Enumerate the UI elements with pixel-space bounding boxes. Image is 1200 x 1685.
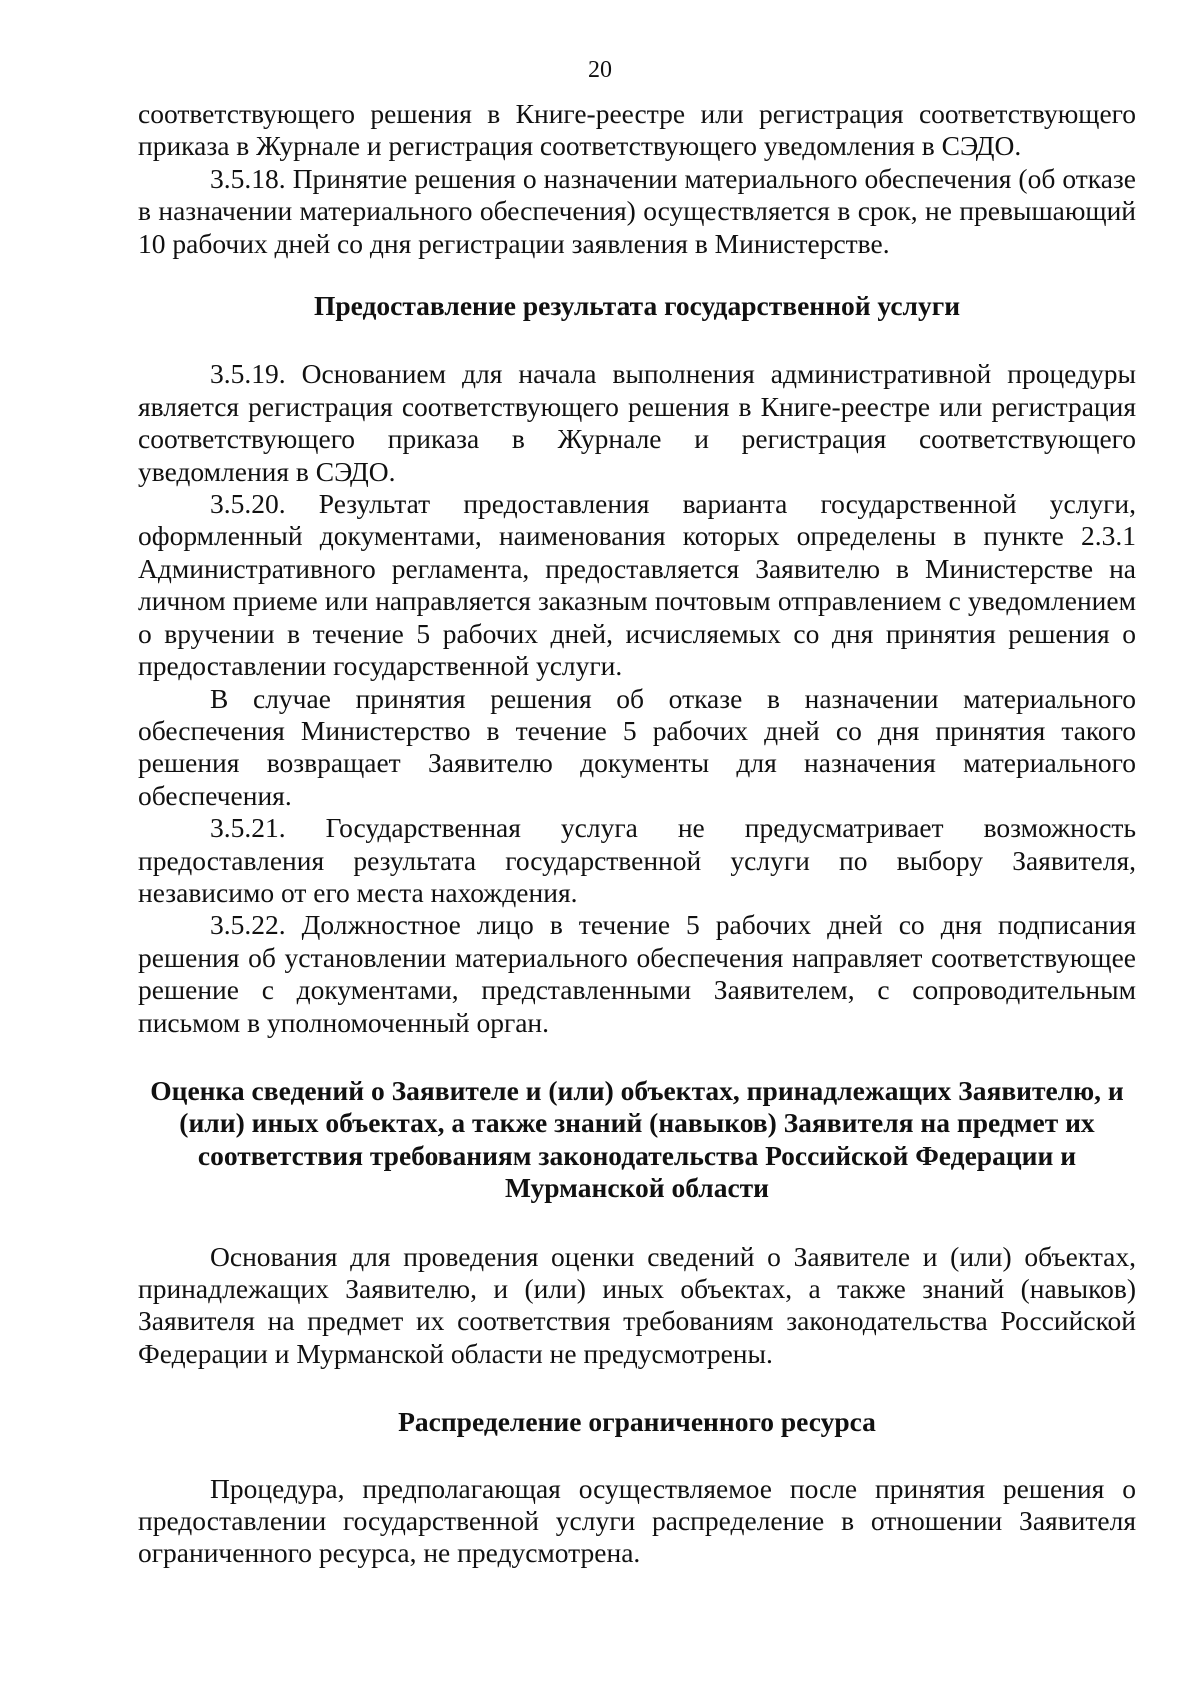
page-number: 20 [588, 57, 612, 83]
document-body [138, 98, 1136, 1570]
paragraph-continuation: соответствующего решения в Книге-реестре или регистрация соответствующего приказа в Журнале и регистрация соответствующего уведомления в СЭДО. [138, 98, 1136, 162]
paragraph-3-5-18: 3.5.18. Принятие решения о назначении материального обеспечения (об отказе в назначении материального обеспечения) осуществляется в срок, не превышающий 10 рабочих дней со дня регистрации заявления в Министерстве. [138, 162, 1136, 259]
paragraph-3-5-22: 3.5.22. Должностное лицо в течение 5 рабочих дней со дня подписания решения об установлении материального обеспечения направляет соответствующее решение с документами, представленными Заявителем, с сопроводительным письмом в уполномоченный орган. [138, 909, 1136, 1038]
section-heading-result: Предоставление результата государственной услуги [313, 290, 961, 322]
paragraph-3-5-20: 3.5.20. Результат предоставления варианта государственной услуги, оформленный документами, наименования которых определены в пункте 2.3.1 Административного регламента, предоставляется Заявителю в Министерстве на личном приеме или направляется заказным почтовым отправлением с уведомлением о вручении в течение 5 рабочих дней, исчисляемых со дня принятия решения о предоставлении государственной услуги. [138, 488, 1136, 682]
paragraph-3-5-21: 3.5.21. Государственная услуга не предусматривает возможность предоставления результата государственной услуги по выбору Заявителя, независимо от его места нахождения. [138, 812, 1136, 908]
paragraph-refusal-case: В случае принятия решения об отказе в назначении материального обеспечения Министерство в течение 5 рабочих дней со дня принятия такого решения возвращает Заявителю документы для назначения материального обеспечения. [138, 682, 1136, 811]
paragraph-3-5-19: 3.5.19. Основанием для начала выполнения административной процедуры является регистрация соответствующего решения в Книге-реестре или регистрация соответствующего приказа в Журнале и регистрация соответствующего уведомления в СЭДО. [138, 358, 1136, 487]
paragraph-assessment: Основания для проведения оценки сведений о Заявителе и (или) объектах, принадлежащих Заявителю, и (или) иных объектах, а также знаний (навыков) Заявителя на предмет их соответствия требованиям законодательства Российской Федерации и Мурманской области не предусмотрены. [138, 1240, 1136, 1369]
paragraph-resource: Процедура, предполагающая осуществляемое после принятия решения о предоставлении государственной услуги распределение в отношении Заявителя ограниченного ресурса, не предусмотрена. [138, 1472, 1136, 1569]
section-heading-resource: Распределение ограниченного ресурса [398, 1406, 876, 1438]
section-heading-assessment: Оценка сведений о Заявителе и (или) объектах, принадлежащих Заявителю, и (или) иных объектах, а также знаний (навыков) Заявителя на предмет их соответствия требованиям законодательства Российской Федерации и Мурманской области [150, 1074, 1124, 1204]
